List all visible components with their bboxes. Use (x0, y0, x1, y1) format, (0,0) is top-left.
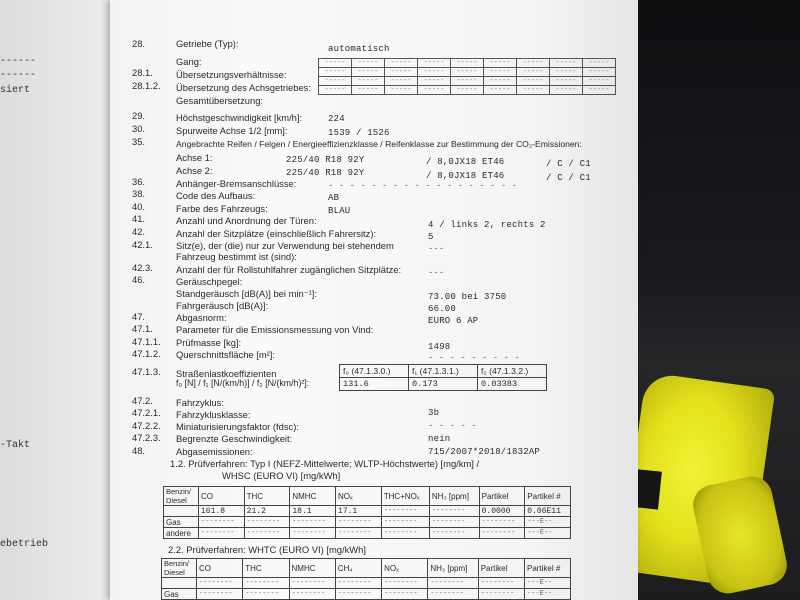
item-label: Abgasnorm: (176, 312, 227, 323)
emission-value: 21.2 (244, 506, 290, 517)
item-number: 41. (132, 213, 146, 224)
emission-value: -------- (243, 589, 289, 600)
emission-header: Partikel (478, 559, 524, 578)
emission-value: 0.06E11 (525, 506, 571, 517)
item-label: Gang: (176, 56, 202, 67)
item-number: 36. (132, 176, 146, 187)
emission-header: Partikel # (525, 487, 571, 506)
emission-value: -------- (336, 528, 382, 539)
emission-header: THC (244, 487, 290, 506)
emission-value: -------- (381, 517, 429, 528)
gear-grid-cell: ----- (484, 77, 517, 86)
item-value: 225/40 R18 92Y (286, 168, 365, 178)
item-value: / C / C1 (546, 159, 591, 169)
item-label: Übersetzungsverhältnisse: (176, 69, 287, 80)
item-value: / C / C1 (546, 173, 591, 183)
emission-header: THC (243, 559, 289, 578)
emission-row (162, 589, 571, 600)
item-value: 1539 / 1526 (328, 128, 390, 138)
emission-row (164, 517, 571, 528)
gear-grid-cell: ----- (385, 59, 418, 68)
item-number: 47.1. (132, 323, 153, 334)
item-label: Übersetzung des Achsgetriebes: (176, 82, 311, 93)
item-label: Spurweite Achse 1/2 [mm]: (176, 125, 288, 136)
emission-value: -------- (197, 578, 243, 589)
item-value: 66.00 (428, 304, 457, 314)
left-page-line: ------ (0, 70, 37, 81)
emission-value: -------- (429, 528, 479, 539)
item-number: 30. (132, 123, 146, 134)
gear-grid-cell: ----- (418, 68, 451, 77)
emission-value: -------- (428, 589, 478, 600)
emission-header: Partikel (479, 487, 525, 506)
item-number: 46. (132, 274, 146, 285)
coef-value: 0.173 (409, 378, 478, 391)
emission-value: -------- (478, 589, 524, 600)
gear-grid-cell: ----- (517, 86, 550, 95)
emission-value: -------- (429, 506, 479, 517)
emission-header: Partikel # (524, 559, 570, 578)
gear-grid-cell: ----- (418, 86, 451, 95)
emission-value: ---E-- (524, 589, 570, 600)
gear-grid-cell: ----- (583, 68, 616, 77)
item-label: Fahrzyklusklasse: (176, 409, 251, 420)
item-label: Gesamtübersetzung: (176, 95, 264, 106)
item-value: --- (428, 268, 445, 278)
item-number: 38. (132, 188, 146, 199)
item-value: 3b (428, 408, 440, 418)
emission-fuel-label: andere (164, 528, 199, 539)
gear-grid-cell: ----- (352, 77, 385, 86)
emission-value: ---E-- (525, 517, 571, 528)
coef-value: 131.6 (340, 378, 409, 391)
emission-row (162, 578, 571, 589)
gear-grid-cell: ----- (451, 68, 484, 77)
section-2-2-title: 2.2. Prüfverfahren: WHTC (EURO VI) [mg/kWh] (168, 544, 366, 555)
emission-value: -------- (429, 517, 479, 528)
item-value: / 8,0JX18 ET46 (426, 171, 505, 181)
gear-grid-cell: ----- (451, 86, 484, 95)
gear-grid-cell: ----- (451, 59, 484, 68)
emission-value: -------- (335, 578, 381, 589)
item-number: 48. (132, 445, 146, 456)
gear-grid-cell: ----- (550, 59, 583, 68)
item-number: 47.1.2. (132, 348, 161, 359)
item-label: Parameter für die Emissionsmessung von Vind: (176, 324, 374, 335)
gear-grid-cell: ----- (550, 86, 583, 95)
emission-header: Benzin/ Diesel (164, 487, 199, 506)
emission-header: NH₃ [ppm] (429, 487, 479, 506)
gear-grid-row (319, 77, 616, 86)
emission-row (164, 528, 571, 539)
gear-grid-cell: ----- (352, 86, 385, 95)
item-number: 28. (132, 38, 146, 49)
emission-header: NMHC (289, 559, 335, 578)
gear-grid-cell: ----- (385, 68, 418, 77)
item-label: Fahrgeräusch [dB(A)]: (176, 300, 269, 311)
item-label: Achse 1: (176, 152, 213, 163)
emission-row (164, 506, 571, 517)
emission-value: ---E-- (525, 528, 571, 539)
left-page-line: -Takt (0, 440, 31, 451)
gear-grid-cell: ----- (484, 59, 517, 68)
gear-grid-cell: ----- (418, 59, 451, 68)
gear-grid-cell: ----- (319, 86, 352, 95)
gear-grid-cell: ----- (583, 86, 616, 95)
gear-grid-cell: ----- (517, 77, 550, 86)
emission-value: -------- (382, 589, 428, 600)
gear-grid-row (319, 68, 616, 77)
document-page (110, 0, 638, 600)
gear-grid-cell: ----- (319, 68, 352, 77)
item-label: Sitz(e), der (die) nur zur Verwendung bei stehendem (176, 240, 394, 251)
item-label: Achse 2: (176, 165, 213, 176)
emission-value: -------- (289, 578, 335, 589)
gear-grid-cell: ----- (385, 86, 418, 95)
emission-value: 18.1 (290, 506, 336, 517)
item-number: 47.2.1. (132, 407, 161, 418)
emission-header: NOₓ (336, 487, 382, 506)
item-value: 225/40 R18 92Y (286, 155, 365, 165)
emission-value: -------- (381, 528, 429, 539)
emission-value: 17.1 (336, 506, 382, 517)
item-label: Höchstgeschwindigkeit [km/h]: (176, 112, 303, 123)
emission-fuel-label (162, 578, 197, 589)
section-1-2-subtitle: WHSC (EURO VI) [mg/kWh] (222, 470, 341, 481)
section-1-2-title: 1.2. Prüfverfahren: Typ I (NEFZ-Mittelwerte; WLTP-Höchstwerte) [mg/km] / (170, 458, 480, 469)
item-value: EURO 6 AP (428, 316, 479, 326)
emission-value: -------- (199, 528, 245, 539)
emission-header: CO (199, 487, 245, 506)
gear-grid-cell: ----- (484, 86, 517, 95)
emission-value: -------- (290, 528, 336, 539)
emission-value: -------- (290, 517, 336, 528)
item-value: 4 / links 2, rechts 2 (428, 220, 546, 230)
emission-value: -------- (243, 578, 289, 589)
item-number: 47.2.2. (132, 420, 161, 431)
gear-grid-cell: ----- (451, 77, 484, 86)
emission-header: CH₄ (335, 559, 381, 578)
item-value: 5 (428, 232, 434, 242)
emission-value: 0.0000 (479, 506, 525, 517)
emission-value: -------- (381, 506, 429, 517)
emission-header-row (162, 559, 571, 578)
item-number: 47. (132, 311, 146, 322)
gear-grid-cell: ----- (352, 59, 385, 68)
item-number: 40. (132, 201, 146, 212)
emission-value: -------- (336, 517, 382, 528)
item-value: - - - - - - - - - - - - - - - - - - (328, 181, 518, 191)
item-label: Anzahl der Sitzplätze (einschließlich Fahrersitz): (176, 228, 377, 239)
item-value: nein (428, 434, 451, 444)
coef-header-row (340, 365, 547, 378)
item-label: f₀ [N] / f₁ [N/(km/h)] / f₂ [N/(km/h)²]: (176, 378, 310, 388)
emission-fuel-label (164, 506, 199, 517)
item-value: 73.00 bei 3750 (428, 292, 507, 302)
road-load-coefficients-table (339, 364, 547, 391)
item-value: - - - - - - - - - (428, 353, 520, 363)
coef-value-row (340, 378, 547, 391)
item-number: 42. (132, 226, 146, 237)
gear-ratio-grid (318, 58, 616, 95)
emission-fuel-label: Gas (162, 589, 197, 600)
item-number: 47.2. (132, 395, 153, 406)
item-value: BLAU (328, 206, 351, 216)
emission-fuel-label: Gas (164, 517, 199, 528)
item-label: Getriebe (Typ): (176, 38, 239, 49)
item-value: / 8,0JX18 ET46 (426, 157, 505, 167)
emission-value: -------- (479, 528, 525, 539)
item-value: - - - - - (428, 421, 477, 431)
emission-value: -------- (244, 517, 290, 528)
item-value: automatisch (328, 44, 390, 54)
item-label: Begrenzte Geschwindigkeit: (176, 433, 293, 444)
item-label: Prüfmasse [kg]: (176, 337, 242, 348)
item-label: Straßenlastkoeffizienten (176, 368, 277, 379)
emission-header: THC+NOₓ (381, 487, 429, 506)
emission-value: ---E-- (524, 578, 570, 589)
item-number: 42.3. (132, 262, 153, 273)
coef-value: 0.03383 (478, 378, 547, 391)
gear-grid-row (319, 86, 616, 95)
coef-header: f₂ (47.1.3.2.) (478, 365, 547, 378)
emission-value: -------- (244, 528, 290, 539)
item-value: 1498 (428, 342, 451, 352)
emission-header: NH₃ [ppm] (428, 559, 478, 578)
emission-value: -------- (428, 578, 478, 589)
item-label: Anzahl der für Rollstuhlfahrer zugänglichen Sitzplätze: (176, 264, 402, 275)
left-page-line: siert (0, 85, 31, 96)
item-value: AB (328, 193, 340, 203)
item-label: Geräuschpegel: (176, 276, 243, 287)
gear-grid-cell: ----- (484, 68, 517, 77)
coef-header: f₀ (47.1.3.0.) (340, 365, 409, 378)
item-number: 47.2.3. (132, 432, 161, 443)
item-label: Anhänger-Bremsanschlüsse: (176, 178, 297, 189)
item-number: 42.1. (132, 239, 153, 250)
gear-grid-cell: ----- (583, 77, 616, 86)
emission-value: -------- (199, 517, 245, 528)
emission-header-row (164, 487, 571, 506)
emission-value: -------- (479, 517, 525, 528)
gear-grid-cell: ----- (550, 68, 583, 77)
left-page-line: ------ (0, 56, 37, 67)
item-number: 35. (132, 136, 146, 147)
item-number: 28.1. (132, 67, 153, 78)
emission-value: -------- (478, 578, 524, 589)
item-number: 28.1.2. (132, 80, 161, 91)
item-label: Anzahl und Anordnung der Türen: (176, 215, 317, 226)
item-label: Abgasemissionen: (176, 446, 253, 457)
emission-value: 161.8 (199, 506, 245, 517)
item-label: Fahrzeug bestimmt ist (sind): (176, 251, 297, 262)
emissions-table-type-1 (163, 486, 571, 539)
left-page-line: ebetrieb (0, 539, 49, 550)
item-value: 224 (328, 114, 345, 124)
item-label: Miniaturisierungsfaktor (fdsc): (176, 421, 299, 432)
emission-header: NOₓ (382, 559, 428, 578)
gear-grid-cell: ----- (583, 59, 616, 68)
emission-header: CO (197, 559, 243, 578)
gear-grid-cell: ----- (418, 77, 451, 86)
emission-value: -------- (289, 589, 335, 600)
gear-grid-cell: ----- (319, 77, 352, 86)
item-label: Fahrzyklus: (176, 397, 224, 408)
gear-grid-cell: ----- (550, 77, 583, 86)
gear-grid-cell: ----- (517, 68, 550, 77)
emission-value: -------- (197, 589, 243, 600)
emission-header: Benzin/ Diesel (162, 559, 197, 578)
item-label: Farbe des Fahrzeugs: (176, 203, 268, 214)
item-label: Code des Aufbaus: (176, 190, 256, 201)
gear-grid-cell: ----- (517, 59, 550, 68)
item-number: 47.1.3. (132, 366, 161, 377)
item-label: Standgeräusch [dB(A)] bei min⁻¹]: (176, 288, 317, 299)
item-label: Angebrachte Reifen / Felgen / Energieeffizienzklasse / Reifenklasse zur Bestimmung der CO₂-Emissionen: (176, 139, 582, 149)
item-value: --- (428, 244, 445, 254)
emission-header: NMHC (290, 487, 336, 506)
gear-grid-cell: ----- (352, 68, 385, 77)
gear-grid-cell: ----- (319, 59, 352, 68)
emission-value: -------- (382, 578, 428, 589)
item-value: 715/2007*2018/1832AP (428, 447, 541, 457)
emissions-table-whtc (161, 558, 571, 600)
emission-value: -------- (335, 589, 381, 600)
item-number: 47.1.1. (132, 336, 161, 347)
item-number: 29. (132, 110, 146, 121)
gear-grid-cell: ----- (385, 77, 418, 86)
coef-header: f₁ (47.1.3.1.) (409, 365, 478, 378)
item-label: Querschnittsfläche [m²]: (176, 349, 275, 360)
gear-grid-row (319, 59, 616, 68)
